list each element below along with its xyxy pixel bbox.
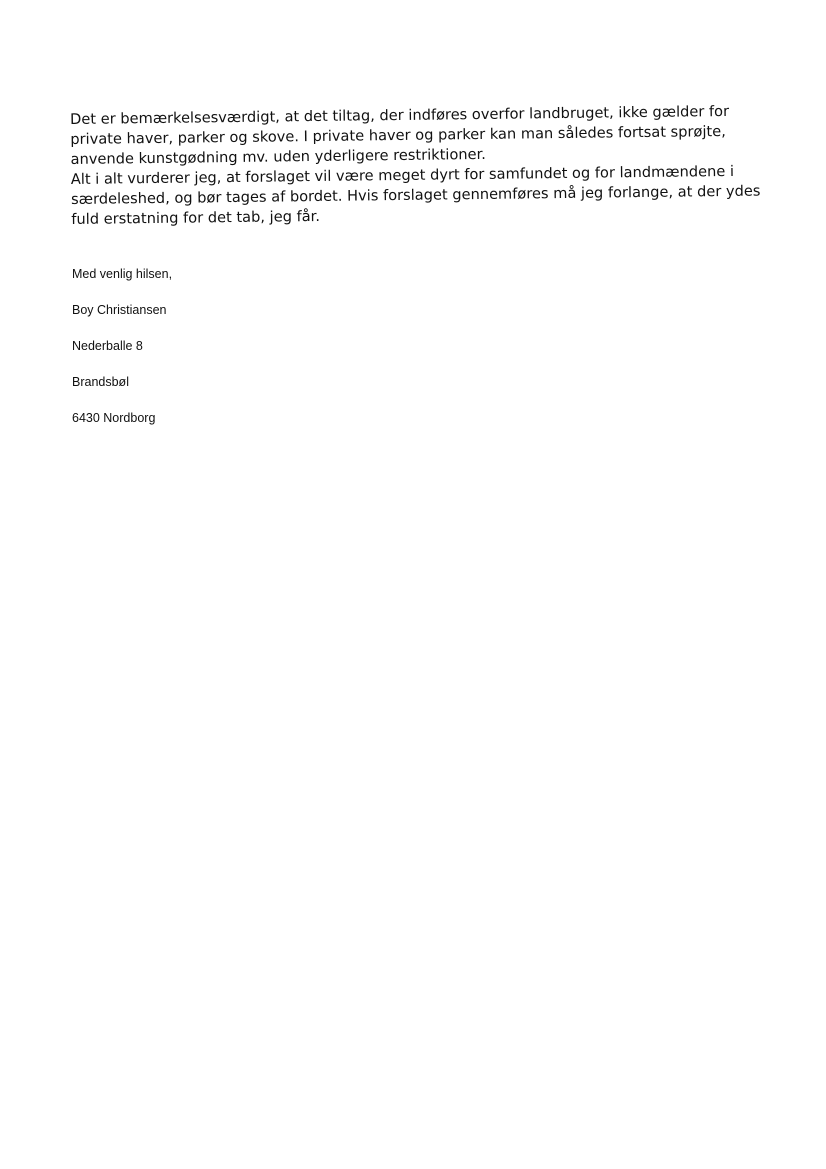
paragraph-conclusion: Alt i alt vurderer jeg, at forslaget vil være meget dyrt for samfundet og for landmændene i særdeleshed, og bør tages af bordet. Hvis forslaget gennemføres må jeg forlange, at der ydes fuld erstatning for det tab, jeg får. [70,162,761,228]
sender-name: Boy Christiansen [72,303,167,317]
closing-text: Med venlig hilsen, [72,267,173,281]
address-street: Nederballe 8 [72,339,143,353]
signature-block [72,266,172,446]
address-locality: Brandsbøl [72,375,129,389]
letter-body [70,101,771,230]
address-postal: 6430 Nordborg [72,411,156,425]
paragraph-restrictions: Det er bemærkelsesværdigt, at det tiltag, der indføres overfor landbruget, ikke gælder for private haver, parker og skove. I private haver og parker kan man således fortsat sprøjte, anvende kunstgødning mv. uden yderligere restriktioner. [70,102,730,168]
